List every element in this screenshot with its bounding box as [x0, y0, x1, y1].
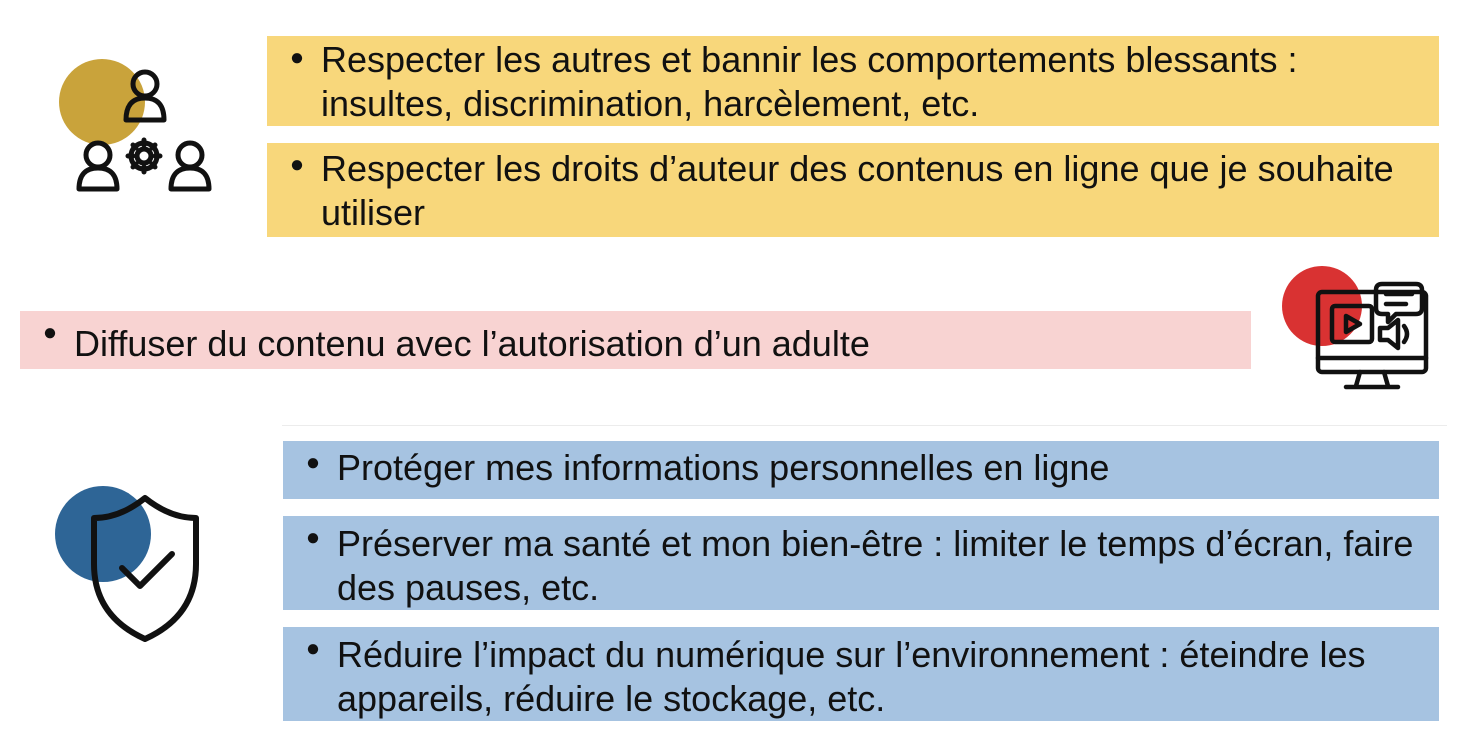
divider: [282, 425, 1447, 426]
shield-check-icon: [50, 484, 210, 649]
list-item-text: Réduire l’impact du numérique sur l’environnement : éteindre les appareils, réduire le stockage, etc.: [337, 634, 1366, 719]
bullet: ●: [289, 44, 305, 71]
list-item-text: Préserver ma santé et mon bien-être : limiter le temps d’écran, faire des pauses, etc.: [337, 523, 1414, 608]
list-item-health: [283, 516, 1439, 610]
list-item-text: Protéger mes informations personnelles en ligne: [337, 447, 1110, 488]
bullet: ●: [289, 151, 305, 178]
bullet: ●: [305, 524, 321, 551]
list-item-text: Respecter les autres et bannir les comportements blessants : insultes, discrimination, harcèlement, etc.: [321, 39, 1298, 124]
bullet: ●: [305, 635, 321, 662]
list-item-protect-info: [283, 441, 1439, 499]
list-item-text: Diffuser du contenu avec l’autorisation d’un adulte: [74, 323, 870, 364]
people-gear-icon: [50, 50, 220, 200]
bullet: ●: [305, 449, 321, 476]
monitor-media-icon: [1276, 262, 1436, 397]
list-item-environment: [283, 627, 1439, 721]
list-item-copyright: [267, 143, 1439, 237]
bullet: ●: [42, 319, 58, 346]
list-item-share-content: [20, 311, 1251, 369]
list-item-text: Respecter les droits d’auteur des contenus en ligne que je souhaite utiliser: [321, 148, 1394, 233]
list-item-respect-others: [267, 36, 1439, 126]
